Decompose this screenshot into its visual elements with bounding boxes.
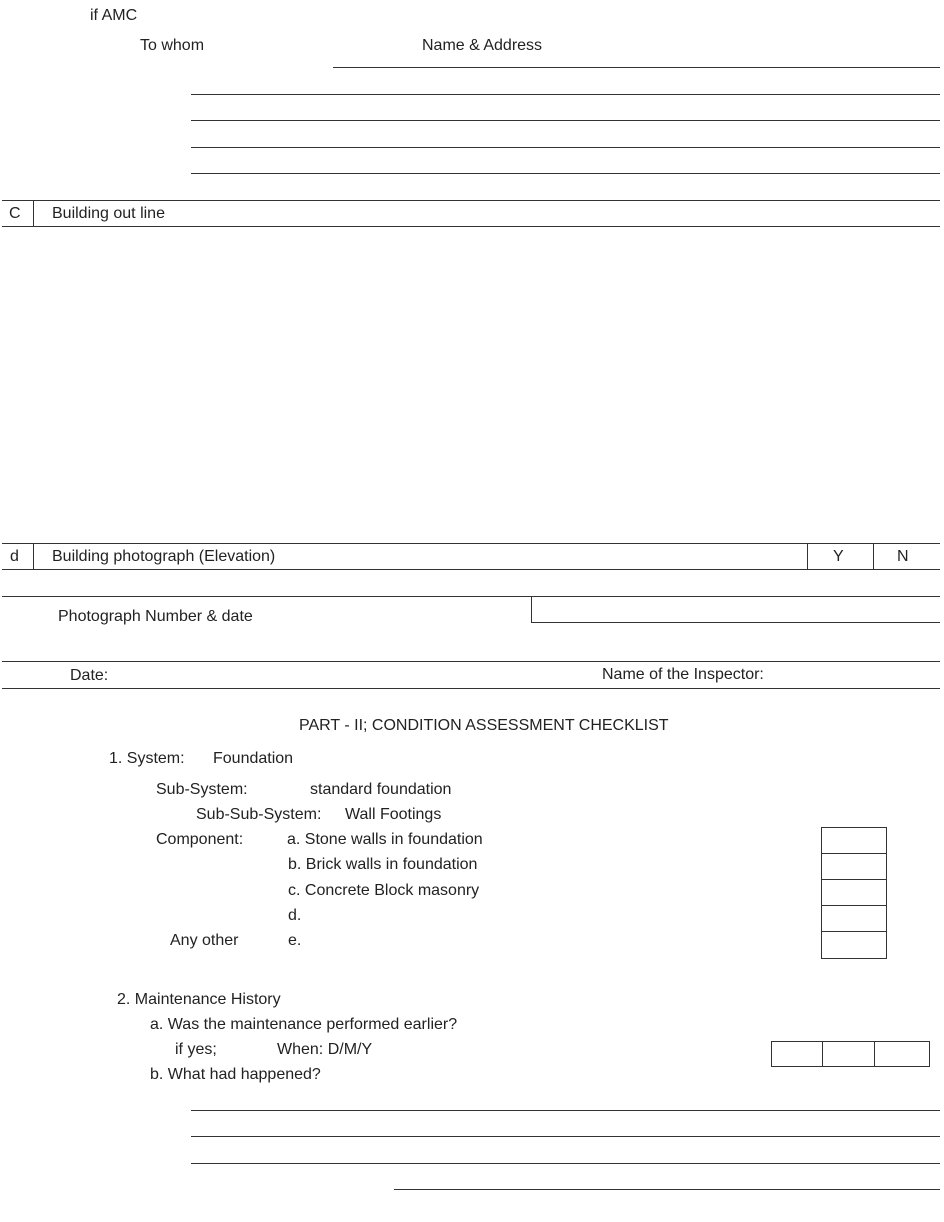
system-number-label: 1. System: xyxy=(109,750,185,767)
subsubsystem-value: Wall Footings xyxy=(345,806,442,823)
component-item-c: c. Concrete Block masonry xyxy=(288,882,480,899)
address-line-2[interactable] xyxy=(191,120,940,121)
date-month-box[interactable] xyxy=(822,1041,875,1067)
address-line-1[interactable] xyxy=(191,94,940,95)
subsystem-label: Sub-System: xyxy=(156,781,248,798)
component-item-b: b. Brick walls in foundation xyxy=(288,856,478,873)
component-item-d: d. xyxy=(288,907,302,924)
date-top-rule xyxy=(2,661,940,662)
subsubsystem-label: Sub-Sub-System: xyxy=(196,806,322,823)
answer-line-1[interactable] xyxy=(191,1110,940,1111)
any-other-label: Any other xyxy=(170,932,239,949)
date-day-box[interactable] xyxy=(771,1041,823,1067)
component-checkbox-a[interactable] xyxy=(821,827,887,854)
photo-top-rule xyxy=(2,596,940,597)
maintenance-question-b: b. What had happened? xyxy=(150,1066,321,1083)
no-option[interactable]: N xyxy=(897,548,909,565)
photo-label: Photograph Number & date xyxy=(58,608,253,625)
component-label: Component: xyxy=(156,831,244,848)
section-c-bottom-rule xyxy=(2,226,940,227)
section-d-title: Building photograph (Elevation) xyxy=(52,548,276,565)
maintenance-question-a: a. Was the maintenance performed earlier? xyxy=(150,1016,458,1033)
address-line-4[interactable] xyxy=(191,173,940,174)
when-dmy-label: When: D/M/Y xyxy=(277,1041,373,1058)
no-cell-divider xyxy=(873,543,874,569)
answer-line-4[interactable] xyxy=(394,1189,940,1190)
date-label: Date: xyxy=(70,667,109,684)
to-whom-label: To whom xyxy=(140,37,205,54)
name-address-line[interactable] xyxy=(333,67,940,68)
section-c-top-rule xyxy=(2,200,940,201)
answer-line-3[interactable] xyxy=(191,1163,940,1164)
building-outline-area[interactable] xyxy=(2,228,940,542)
maintenance-heading: 2. Maintenance History xyxy=(117,991,281,1008)
component-item-a: a. Stone walls in foundation xyxy=(287,831,483,848)
component-checkbox-b[interactable] xyxy=(821,853,887,880)
section-d-top-rule xyxy=(2,543,940,544)
yes-option[interactable]: Y xyxy=(833,548,844,565)
if-amc-label: if AMC xyxy=(90,7,138,24)
component-checkbox-e[interactable] xyxy=(821,931,887,959)
if-yes-label: if yes; xyxy=(175,1041,217,1058)
name-address-label: Name & Address xyxy=(422,37,543,54)
section-d-divider xyxy=(33,543,34,569)
section-c-letter: C xyxy=(9,205,21,222)
photo-field-left-edge xyxy=(531,596,532,622)
date-bottom-rule xyxy=(2,688,940,689)
system-name: Foundation xyxy=(213,750,294,767)
subsystem-value: standard foundation xyxy=(310,781,452,798)
section-d-letter: d xyxy=(10,548,19,565)
date-year-box[interactable] xyxy=(874,1041,930,1067)
inspector-label: Name of the Inspector: xyxy=(602,666,764,683)
section-c-title: Building out line xyxy=(52,205,165,222)
yes-cell-divider xyxy=(807,543,808,569)
section-d-bottom-rule xyxy=(2,569,940,570)
component-checkbox-c[interactable] xyxy=(821,879,887,906)
section-c-divider xyxy=(33,200,34,226)
component-item-e: e. xyxy=(288,932,302,949)
photo-number-field[interactable] xyxy=(531,622,940,623)
component-checkbox-d[interactable] xyxy=(821,905,887,932)
answer-line-2[interactable] xyxy=(191,1136,940,1137)
part2-heading: PART - II; CONDITION ASSESSMENT CHECKLIST xyxy=(299,717,669,734)
address-line-3[interactable] xyxy=(191,147,940,148)
